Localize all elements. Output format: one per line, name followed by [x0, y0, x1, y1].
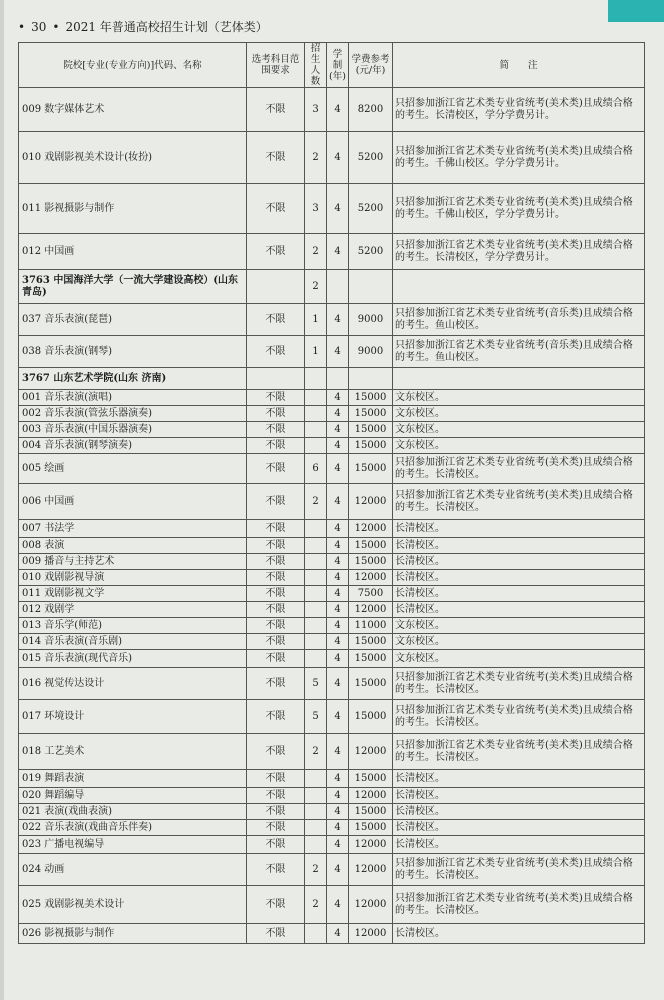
- table-row: [19, 520, 645, 538]
- tuition-cell: 12000: [349, 734, 393, 770]
- years-cell: 4: [327, 836, 349, 854]
- requirement-cell: 不限: [247, 886, 305, 924]
- quota-cell: [305, 538, 327, 554]
- tuition-cell: 15000: [349, 668, 393, 700]
- table-row: [19, 270, 645, 304]
- note-cell: 只招参加浙江省艺术类专业省统考(美术类)且成绩合格的考生。长清校区。: [393, 454, 645, 484]
- requirement-cell: 不限: [247, 520, 305, 538]
- major-name-cell: 019 舞蹈表演: [19, 770, 247, 788]
- quota-cell: [305, 770, 327, 788]
- note-cell: 只招参加浙江省艺术类专业省统考(美术类)且成绩合格的考生。长清校区，学分学费另计。: [393, 234, 645, 270]
- requirement-cell: [247, 270, 305, 304]
- major-name-cell: 014 音乐表演(音乐剧): [19, 634, 247, 650]
- table-row: [19, 836, 645, 854]
- page-header: [18, 16, 578, 38]
- note-cell: 只招参加浙江省艺术类专业省统考(美术类)且成绩合格的考生。长清校区，学分学费另计。: [393, 88, 645, 132]
- years-cell: 4: [327, 484, 349, 520]
- quota-cell: [305, 368, 327, 390]
- requirement-cell: 不限: [247, 184, 305, 234]
- quota-cell: [305, 570, 327, 586]
- requirement-cell: 不限: [247, 538, 305, 554]
- years-cell: [327, 270, 349, 304]
- major-name-cell: 3763 中国海洋大学（一流大学建设高校）(山东 青岛): [19, 270, 247, 304]
- table-row: [19, 618, 645, 634]
- years-cell: 4: [327, 304, 349, 336]
- requirement-cell: 不限: [247, 770, 305, 788]
- years-cell: 4: [327, 454, 349, 484]
- years-cell: 4: [327, 602, 349, 618]
- tuition-cell: 12000: [349, 788, 393, 804]
- note-cell: 文东校区。: [393, 650, 645, 668]
- tuition-cell: 12000: [349, 570, 393, 586]
- tuition-cell: 12000: [349, 520, 393, 538]
- major-name-cell: 021 表演(戏曲表演): [19, 804, 247, 820]
- col-tuition: 学费参考(元/年): [349, 43, 393, 88]
- table-row: [19, 132, 645, 184]
- requirement-cell: 不限: [247, 390, 305, 406]
- major-name-cell: 012 中国画: [19, 234, 247, 270]
- table-row: [19, 734, 645, 770]
- quota-cell: 1: [305, 304, 327, 336]
- quota-cell: [305, 836, 327, 854]
- major-name-cell: 011 戏剧影视文学: [19, 586, 247, 602]
- note-cell: 长清校区。: [393, 602, 645, 618]
- tuition-cell: 15000: [349, 454, 393, 484]
- years-cell: 4: [327, 618, 349, 634]
- note-cell: 长清校区。: [393, 820, 645, 836]
- years-cell: 4: [327, 668, 349, 700]
- requirement-cell: 不限: [247, 788, 305, 804]
- major-name-cell: 015 音乐表演(现代音乐): [19, 650, 247, 668]
- requirement-cell: 不限: [247, 88, 305, 132]
- tuition-cell: 15000: [349, 422, 393, 438]
- requirement-cell: 不限: [247, 804, 305, 820]
- major-name-cell: 010 戏剧影视美术设计(妆扮): [19, 132, 247, 184]
- header-bullet-left: •: [18, 20, 26, 34]
- tuition-cell: 5200: [349, 234, 393, 270]
- col-requirement: 选考科目范围要求: [247, 43, 305, 88]
- tuition-cell: 15000: [349, 770, 393, 788]
- table-row: [19, 634, 645, 650]
- note-cell: 只招参加浙江省艺术类专业省统考(美术类)且成绩合格的考生。长清校区。: [393, 854, 645, 886]
- table-row: [19, 184, 645, 234]
- years-cell: 4: [327, 570, 349, 586]
- quota-cell: [305, 602, 327, 618]
- note-cell: 只招参加浙江省艺术类专业省统考(美术类)且成绩合格的考生。长清校区。: [393, 886, 645, 924]
- years-cell: 4: [327, 554, 349, 570]
- tuition-cell: 15000: [349, 538, 393, 554]
- quota-cell: [305, 650, 327, 668]
- quota-cell: 6: [305, 454, 327, 484]
- col-quota: 招生人数: [305, 43, 327, 88]
- note-cell: 只招参加浙江省艺术类专业省统考(音乐类)且成绩合格的考生。鱼山校区。: [393, 304, 645, 336]
- years-cell: 4: [327, 586, 349, 602]
- quota-cell: [305, 634, 327, 650]
- book-page: [4, 0, 664, 1000]
- major-name-cell: 009 播音与主持艺术: [19, 554, 247, 570]
- requirement-cell: [247, 368, 305, 390]
- requirement-cell: 不限: [247, 554, 305, 570]
- requirement-cell: 不限: [247, 924, 305, 944]
- note-cell: 长清校区。: [393, 804, 645, 820]
- years-cell: 4: [327, 804, 349, 820]
- tuition-cell: 15000: [349, 634, 393, 650]
- major-name-cell: 001 音乐表演(演唱): [19, 390, 247, 406]
- note-cell: 文东校区。: [393, 438, 645, 454]
- years-cell: 4: [327, 234, 349, 270]
- major-name-cell: 025 戏剧影视美术设计: [19, 886, 247, 924]
- table-row: [19, 422, 645, 438]
- years-cell: 4: [327, 438, 349, 454]
- note-cell: 文东校区。: [393, 390, 645, 406]
- tuition-cell: 5200: [349, 132, 393, 184]
- major-name-cell: 018 工艺美术: [19, 734, 247, 770]
- note-cell: [393, 270, 645, 304]
- note-cell: 只招参加浙江省艺术类专业省统考(美术类)且成绩合格的考生。长清校区。: [393, 484, 645, 520]
- note-cell: 只招参加浙江省艺术类专业省统考(美术类)且成绩合格的考生。长清校区。: [393, 700, 645, 734]
- requirement-cell: 不限: [247, 570, 305, 586]
- quota-cell: [305, 554, 327, 570]
- table-row: [19, 88, 645, 132]
- quota-cell: 3: [305, 184, 327, 234]
- major-name-cell: 008 表演: [19, 538, 247, 554]
- tuition-cell: 9000: [349, 336, 393, 368]
- tuition-cell: 7500: [349, 586, 393, 602]
- tuition-cell: 15000: [349, 390, 393, 406]
- years-cell: 4: [327, 650, 349, 668]
- requirement-cell: 不限: [247, 484, 305, 520]
- note-cell: 长清校区。: [393, 538, 645, 554]
- quota-cell: [305, 422, 327, 438]
- major-name-cell: 006 中国画: [19, 484, 247, 520]
- requirement-cell: 不限: [247, 650, 305, 668]
- quota-cell: [305, 406, 327, 422]
- tuition-cell: 15000: [349, 554, 393, 570]
- quota-cell: 5: [305, 700, 327, 734]
- major-name-cell: 009 数字媒体艺术: [19, 88, 247, 132]
- tuition-cell: 12000: [349, 886, 393, 924]
- major-name-cell: 023 广播电视编导: [19, 836, 247, 854]
- table-row: [19, 668, 645, 700]
- requirement-cell: 不限: [247, 132, 305, 184]
- years-cell: 4: [327, 770, 349, 788]
- table-header-row: [19, 43, 645, 88]
- years-cell: 4: [327, 520, 349, 538]
- note-cell: [393, 368, 645, 390]
- quota-cell: 2: [305, 270, 327, 304]
- major-name-cell: 013 音乐学(师范): [19, 618, 247, 634]
- requirement-cell: 不限: [247, 602, 305, 618]
- quota-cell: [305, 820, 327, 836]
- years-cell: 4: [327, 924, 349, 944]
- tuition-cell: [349, 270, 393, 304]
- tuition-cell: 11000: [349, 618, 393, 634]
- years-cell: 4: [327, 406, 349, 422]
- requirement-cell: 不限: [247, 454, 305, 484]
- major-name-cell: 016 视觉传达设计: [19, 668, 247, 700]
- table-row: [19, 336, 645, 368]
- table-row: [19, 854, 645, 886]
- requirement-cell: 不限: [247, 422, 305, 438]
- requirement-cell: 不限: [247, 234, 305, 270]
- quota-cell: 2: [305, 734, 327, 770]
- requirement-cell: 不限: [247, 634, 305, 650]
- tuition-cell: 15000: [349, 700, 393, 734]
- quota-cell: 2: [305, 854, 327, 886]
- requirement-cell: 不限: [247, 820, 305, 836]
- quota-cell: [305, 586, 327, 602]
- col-school-major: 院校[专业(专业方向)]代码、名称: [19, 43, 247, 88]
- years-cell: 4: [327, 390, 349, 406]
- table-row: [19, 650, 645, 668]
- tuition-cell: 15000: [349, 820, 393, 836]
- requirement-cell: 不限: [247, 406, 305, 422]
- years-cell: 4: [327, 132, 349, 184]
- table-row: [19, 406, 645, 422]
- requirement-cell: 不限: [247, 836, 305, 854]
- major-name-cell: 037 音乐表演(琵琶): [19, 304, 247, 336]
- note-cell: 只招参加浙江省艺术类专业省统考(音乐类)且成绩合格的考生。鱼山校区。: [393, 336, 645, 368]
- corner-tab: [608, 0, 664, 22]
- major-name-cell: 004 音乐表演(钢琴演奏): [19, 438, 247, 454]
- requirement-cell: 不限: [247, 586, 305, 602]
- tuition-cell: 12000: [349, 924, 393, 944]
- note-cell: 文东校区。: [393, 634, 645, 650]
- major-name-cell: 026 影视摄影与制作: [19, 924, 247, 944]
- note-cell: 文东校区。: [393, 422, 645, 438]
- table-row: [19, 570, 645, 586]
- table-row: [19, 438, 645, 454]
- major-name-cell: 010 戏剧影视导演: [19, 570, 247, 586]
- note-cell: 长清校区。: [393, 520, 645, 538]
- tuition-cell: 12000: [349, 602, 393, 618]
- requirement-cell: 不限: [247, 438, 305, 454]
- major-name-cell: 020 舞蹈编导: [19, 788, 247, 804]
- quota-cell: [305, 804, 327, 820]
- tuition-cell: 15000: [349, 406, 393, 422]
- table-row: [19, 820, 645, 836]
- admission-plan-table: [18, 42, 645, 944]
- years-cell: 4: [327, 634, 349, 650]
- table-row: [19, 304, 645, 336]
- years-cell: 4: [327, 820, 349, 836]
- requirement-cell: 不限: [247, 700, 305, 734]
- quota-cell: [305, 618, 327, 634]
- tuition-cell: 8200: [349, 88, 393, 132]
- years-cell: 4: [327, 734, 349, 770]
- table-row: [19, 390, 645, 406]
- major-name-cell: 012 戏剧学: [19, 602, 247, 618]
- table-row: [19, 554, 645, 570]
- years-cell: 4: [327, 886, 349, 924]
- note-cell: 长清校区。: [393, 788, 645, 804]
- col-note: 简 注: [393, 43, 645, 88]
- years-cell: 4: [327, 700, 349, 734]
- major-name-cell: 024 动画: [19, 854, 247, 886]
- note-cell: 只招参加浙江省艺术类专业省统考(美术类)且成绩合格的考生。长清校区。: [393, 734, 645, 770]
- table-row: [19, 886, 645, 924]
- note-cell: 长清校区。: [393, 924, 645, 944]
- requirement-cell: 不限: [247, 304, 305, 336]
- major-name-cell: 038 音乐表演(钢琴): [19, 336, 247, 368]
- major-name-cell: 003 音乐表演(中国乐器演奏): [19, 422, 247, 438]
- years-cell: [327, 368, 349, 390]
- page-number: 30: [31, 20, 47, 34]
- tuition-cell: 9000: [349, 304, 393, 336]
- quota-cell: [305, 390, 327, 406]
- tuition-cell: 12000: [349, 484, 393, 520]
- table-row: [19, 234, 645, 270]
- requirement-cell: 不限: [247, 734, 305, 770]
- quota-cell: [305, 924, 327, 944]
- note-cell: 长清校区。: [393, 570, 645, 586]
- note-cell: 只招参加浙江省艺术类专业省统考(美术类)且成绩合格的考生。长清校区。: [393, 668, 645, 700]
- note-cell: 长清校区。: [393, 836, 645, 854]
- header-bullet-right: •: [52, 20, 60, 34]
- years-cell: 4: [327, 854, 349, 886]
- quota-cell: 2: [305, 132, 327, 184]
- col-years: 学制(年): [327, 43, 349, 88]
- table-row: [19, 538, 645, 554]
- tuition-cell: 15000: [349, 804, 393, 820]
- table-row: [19, 602, 645, 618]
- years-cell: 4: [327, 184, 349, 234]
- major-name-cell: 022 音乐表演(戏曲音乐伴奏): [19, 820, 247, 836]
- major-name-cell: 3767 山东艺术学院(山东 济南): [19, 368, 247, 390]
- years-cell: 4: [327, 538, 349, 554]
- note-cell: 长清校区。: [393, 586, 645, 602]
- tuition-cell: 15000: [349, 650, 393, 668]
- table-row: [19, 454, 645, 484]
- major-name-cell: 007 书法学: [19, 520, 247, 538]
- years-cell: 4: [327, 336, 349, 368]
- note-cell: 文东校区。: [393, 406, 645, 422]
- years-cell: 4: [327, 788, 349, 804]
- table-row: [19, 700, 645, 734]
- requirement-cell: 不限: [247, 668, 305, 700]
- requirement-cell: 不限: [247, 854, 305, 886]
- table-row: [19, 586, 645, 602]
- major-name-cell: 011 影视摄影与制作: [19, 184, 247, 234]
- quota-cell: 2: [305, 484, 327, 520]
- major-name-cell: 002 音乐表演(管弦乐器演奏): [19, 406, 247, 422]
- tuition-cell: 12000: [349, 836, 393, 854]
- requirement-cell: 不限: [247, 336, 305, 368]
- quota-cell: 2: [305, 886, 327, 924]
- note-cell: 文东校区。: [393, 618, 645, 634]
- table-row: [19, 788, 645, 804]
- major-name-cell: 017 环境设计: [19, 700, 247, 734]
- note-cell: 长清校区。: [393, 770, 645, 788]
- quota-cell: 3: [305, 88, 327, 132]
- tuition-cell: [349, 368, 393, 390]
- tuition-cell: 5200: [349, 184, 393, 234]
- quota-cell: [305, 520, 327, 538]
- table-row: [19, 484, 645, 520]
- quota-cell: 1: [305, 336, 327, 368]
- table-row: [19, 368, 645, 390]
- requirement-cell: 不限: [247, 618, 305, 634]
- tuition-cell: 12000: [349, 854, 393, 886]
- table-row: [19, 924, 645, 944]
- quota-cell: 2: [305, 234, 327, 270]
- quota-cell: 5: [305, 668, 327, 700]
- note-cell: 只招参加浙江省艺术类专业省统考(美术类)且成绩合格的考生。千佛山校区。学分学费另计。: [393, 132, 645, 184]
- years-cell: 4: [327, 422, 349, 438]
- note-cell: 长清校区。: [393, 554, 645, 570]
- note-cell: 只招参加浙江省艺术类专业省统考(美术类)且成绩合格的考生。千佛山校区，学分学费另计。: [393, 184, 645, 234]
- quota-cell: [305, 788, 327, 804]
- table-row: [19, 770, 645, 788]
- tuition-cell: 15000: [349, 438, 393, 454]
- quota-cell: [305, 438, 327, 454]
- major-name-cell: 005 绘画: [19, 454, 247, 484]
- years-cell: 4: [327, 88, 349, 132]
- page-title: 2021 年普通高校招生计划（艺体类）: [65, 20, 268, 34]
- table-row: [19, 804, 645, 820]
